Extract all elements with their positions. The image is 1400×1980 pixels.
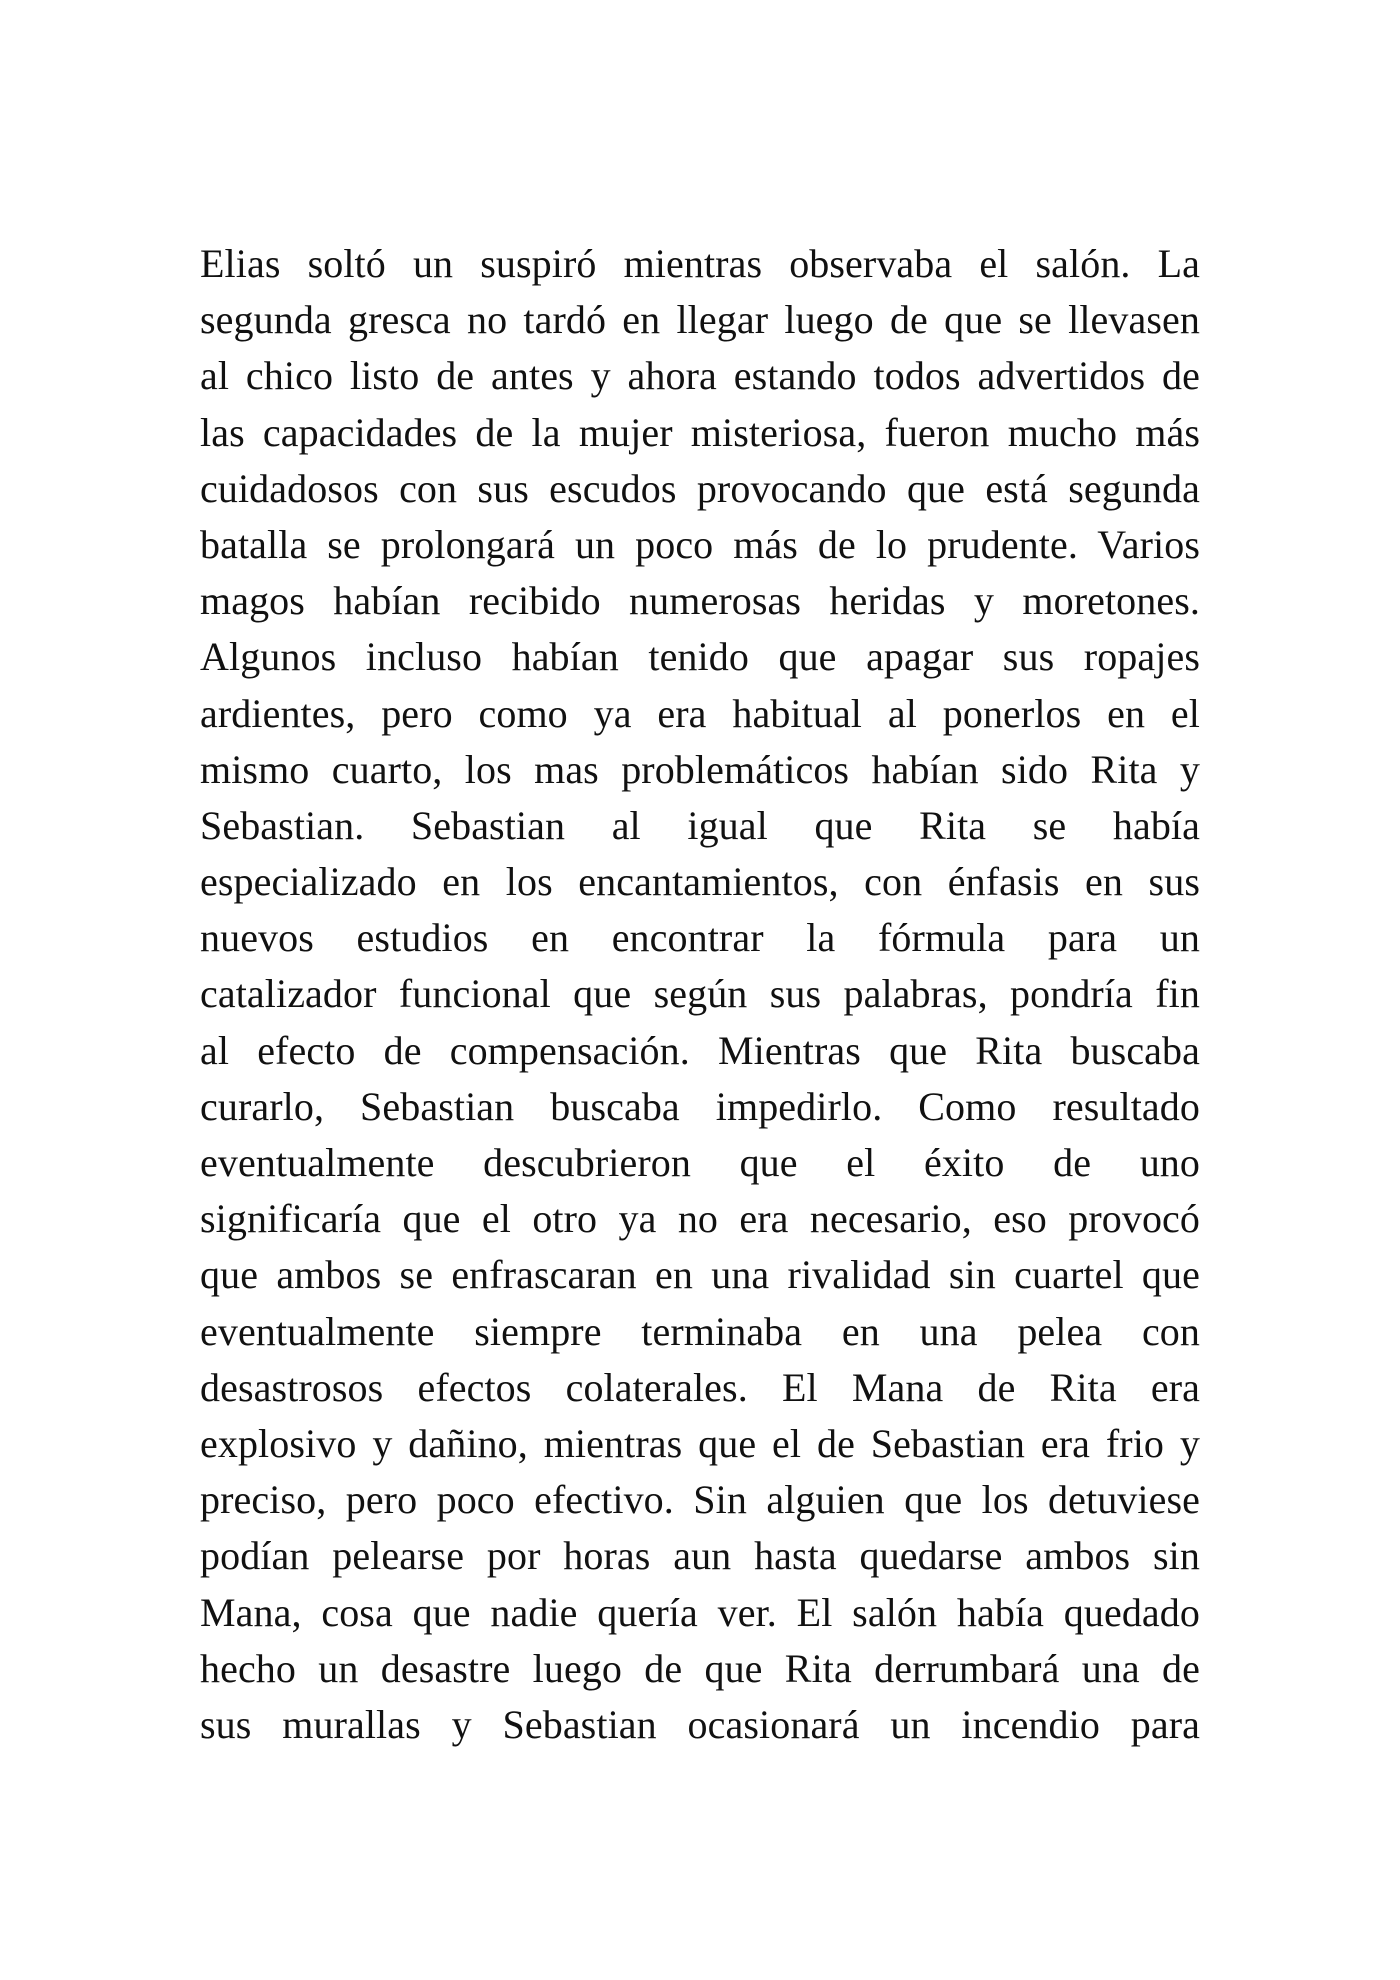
text-line: al efecto de compensación. Mientras que Rita buscaba xyxy=(200,1027,1200,1073)
text-line: magos habían recibido numerosas heridas y moretones. xyxy=(200,578,1200,624)
text-line: catalizador funcional que según sus palabras, pondría fin xyxy=(200,971,1200,1017)
text-line: Algunos incluso habían tenido que apagar sus ropajes xyxy=(200,634,1200,680)
text-line: segunda gresca no tardó en llegar luego de que se llevasen xyxy=(200,297,1200,343)
text-line: Elias soltó un suspiró mientras observaba el salón. La xyxy=(200,241,1200,286)
text-line: nuevos estudios en encontrar la fórmula para un xyxy=(200,915,1200,961)
text-line: eventualmente siempre terminaba en una pelea con xyxy=(200,1308,1200,1354)
text-line: hecho un desastre luego de que Rita derrumbará una de xyxy=(200,1645,1200,1691)
text-line: las capacidades de la mujer misteriosa, fueron mucho más xyxy=(200,409,1200,455)
text-line: explosivo y dañino, mientras que el de Sebastian era frio y xyxy=(200,1420,1200,1466)
text-line: que ambos se enfrascaran en una rivalidad sin cuartel que xyxy=(200,1252,1200,1298)
text-line: especializado en los encantamientos, con énfasis en sus xyxy=(200,859,1200,905)
text-line: significaría que el otro ya no era necesario, eso provocó xyxy=(200,1196,1200,1242)
text-line: ardientes, pero como ya era habitual al ponerlos en el xyxy=(200,690,1200,736)
body-paragraph xyxy=(200,236,1200,1753)
text-line: Mana, cosa que nadie quería ver. El salón había quedado xyxy=(200,1589,1200,1635)
text-line: podían pelearse por horas aun hasta quedarse ambos sin xyxy=(200,1533,1200,1579)
text-line: preciso, pero poco efectivo. Sin alguien que los detuviese xyxy=(200,1477,1200,1523)
text-line: eventualmente descubrieron que el éxito de uno xyxy=(200,1140,1200,1185)
text-line: desastrosos efectos colaterales. El Mana de Rita era xyxy=(200,1364,1200,1410)
text-line: batalla se prolongará un poco más de lo prudente. Varios xyxy=(200,521,1200,567)
text-line: al chico listo de antes y ahora estando todos advertidos de xyxy=(200,353,1200,399)
text-line: cuidadosos con sus escudos provocando que está segunda xyxy=(200,465,1200,511)
text-line: Sebastian. Sebastian al igual que Rita se había xyxy=(200,802,1200,848)
text-line: curarlo, Sebastian buscaba impedirlo. Como resultado xyxy=(200,1083,1200,1129)
text-line: mismo cuarto, los mas problemáticos habían sido Rita y xyxy=(200,746,1200,792)
text-line: sus murallas y Sebastian ocasionará un incendio para xyxy=(200,1701,1200,1747)
